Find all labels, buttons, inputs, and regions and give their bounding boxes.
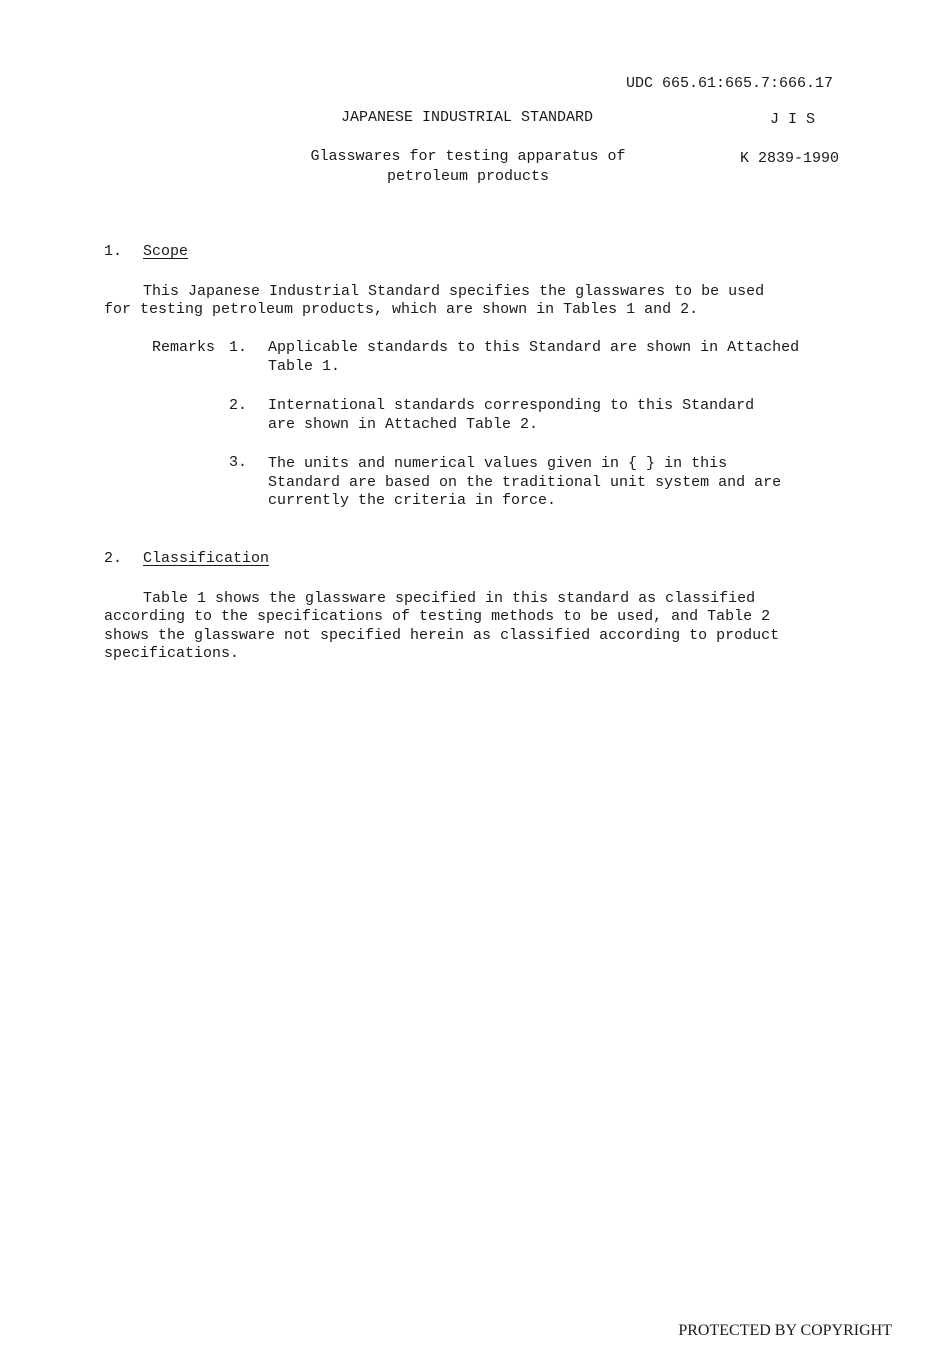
remarks-label: Remarks <box>152 339 216 356</box>
paragraph-line: Table 1 shows the glassware specified in this standard as classified <box>143 590 756 607</box>
section-2-number: 2. <box>104 550 123 567</box>
remark-2-number: 2. <box>229 397 248 414</box>
document-title-line-2: petroleum products <box>386 168 550 185</box>
remark-1-text <box>268 339 799 376</box>
copyright-notice: PROTECTED BY COPYRIGHT <box>678 1322 892 1339</box>
section-2-paragraph <box>143 590 755 609</box>
udc-code: UDC 665.61:665.7:666.17 <box>626 75 834 92</box>
remark-line: Table 1. <box>268 357 341 375</box>
paragraph-line: This Japanese Industrial Standard specifies the glasswares to be used <box>143 283 765 300</box>
section-1-number: 1. <box>104 243 123 260</box>
document-title-line-1: Glasswares for testing apparatus of <box>310 148 626 165</box>
remark-line: International standards corresponding to this Standard <box>268 397 755 414</box>
section-2-heading: Classification <box>143 550 270 567</box>
jis-mark: J I S <box>770 111 816 128</box>
section-2-paragraph-cont <box>104 608 779 664</box>
paragraph-line: specifications. <box>104 645 240 662</box>
section-1-paragraph-cont <box>104 301 698 320</box>
remark-3-text <box>268 455 781 511</box>
paragraph-line: for testing petroleum products, which are shown in Tables 1 and 2. <box>104 301 699 318</box>
standard-organization: JAPANESE INDUSTRIAL STANDARD <box>340 109 594 126</box>
remark-line: currently the criteria in force. <box>268 492 557 509</box>
section-1-paragraph <box>143 283 764 302</box>
paragraph-line: shows the glassware not specified herein as classified according to product <box>104 626 780 644</box>
remark-3-number: 3. <box>229 454 248 471</box>
remark-line: are shown in Attached Table 2. <box>268 415 539 433</box>
paragraph-line: according to the specifications of testing methods to be used, and Table 2 <box>104 608 771 625</box>
remark-line: Applicable standards to this Standard are shown in Attached <box>268 339 800 356</box>
remark-line: Standard are based on the traditional unit system and are <box>268 473 782 491</box>
remark-1-number: 1. <box>229 339 248 356</box>
section-1-heading: Scope <box>143 243 189 260</box>
remark-2-text <box>268 397 754 434</box>
standard-number: K 2839-1990 <box>740 150 840 167</box>
remark-line: The units and numerical values given in { } in this <box>268 455 728 472</box>
